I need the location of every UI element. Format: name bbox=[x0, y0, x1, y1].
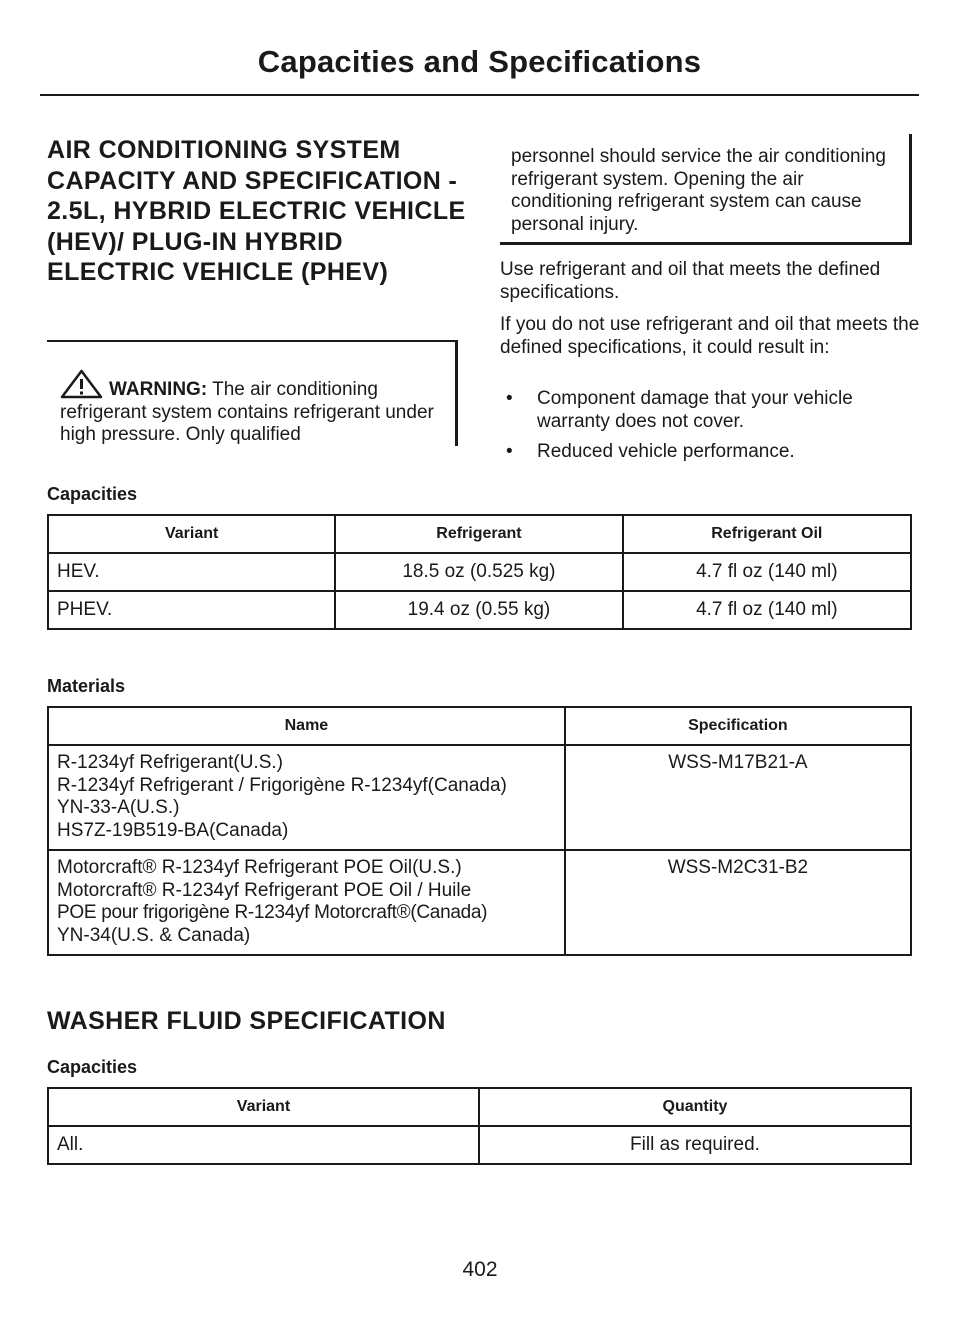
material-name-line: R-1234yf Refrigerant / Frigorigène R-1234yf(Canada) bbox=[57, 774, 507, 796]
material-name-line: POE pour frigorigène R-1234yf Motorcraft®(Canada) bbox=[57, 902, 488, 923]
table-row bbox=[48, 553, 911, 591]
page-header bbox=[40, 40, 919, 96]
material-name-cell bbox=[48, 850, 565, 955]
table-header-row bbox=[48, 515, 911, 553]
list-item bbox=[500, 388, 920, 433]
spec-paragraph: Use refrigerant and oil that meets the defined specifications. bbox=[500, 259, 881, 303]
warning-box-continued bbox=[500, 134, 912, 245]
materials-table bbox=[47, 706, 912, 956]
column-header-name: Name bbox=[48, 707, 565, 745]
table-cell: 19.4 oz (0.55 kg) bbox=[335, 591, 622, 629]
table-cell: Fill as required. bbox=[479, 1126, 911, 1164]
column-header-refrigerant: Refrigerant bbox=[335, 515, 622, 553]
material-name-line: HS7Z-19B519-BA(Canada) bbox=[57, 819, 289, 841]
material-name-line: YN-33-A(U.S.) bbox=[57, 797, 180, 818]
materials-heading: Materials bbox=[47, 676, 126, 696]
washer-capacities-heading: Capacities bbox=[47, 1057, 138, 1077]
material-spec-cell: WSS-M17B21-A bbox=[565, 745, 911, 850]
table-row bbox=[48, 591, 911, 629]
material-name-line: R-1234yf Refrigerant(U.S.) bbox=[57, 752, 283, 773]
ac-capacities-heading: Capacities bbox=[47, 484, 138, 504]
table-header-row bbox=[48, 707, 911, 745]
page-header-title: Capacities and Specifications bbox=[257, 44, 702, 79]
washer-capacities-table bbox=[47, 1087, 912, 1165]
table-header-row bbox=[48, 1088, 911, 1126]
list-item-text: Component damage that your vehicle warranty does not cover. bbox=[537, 388, 853, 432]
page-number: 402 bbox=[462, 1258, 498, 1281]
material-name-line: Motorcraft® R-1234yf Refrigerant POE Oil / Huile bbox=[57, 879, 472, 901]
list-item-text: Reduced vehicle performance. bbox=[537, 441, 795, 462]
table-row bbox=[48, 1126, 911, 1164]
table-cell: 18.5 oz (0.525 kg) bbox=[335, 553, 622, 591]
ac-capacities-table bbox=[47, 514, 912, 630]
table-cell: All. bbox=[48, 1126, 479, 1164]
table-cell: 4.7 fl oz (140 ml) bbox=[623, 553, 911, 591]
material-spec-cell: WSS-M2C31-B2 bbox=[565, 850, 911, 955]
material-name-cell bbox=[48, 745, 565, 850]
material-name-line: YN-34(U.S. & Canada) bbox=[57, 924, 251, 946]
column-header-variant: Variant bbox=[48, 1088, 479, 1126]
table-cell: HEV. bbox=[48, 553, 335, 591]
table-cell: PHEV. bbox=[48, 591, 335, 629]
warning-label: WARNING: bbox=[109, 379, 208, 400]
bullet: • bbox=[506, 441, 513, 462]
list-item bbox=[500, 441, 920, 464]
table-cell: 4.7 fl oz (140 ml) bbox=[623, 591, 911, 629]
warning-text: The air conditioning refrigerant system contains refrigerant under high pressure. Only qualified bbox=[60, 379, 434, 445]
ac-section-heading: AIR CONDITIONING SYSTEM CAPACITY AND SPECIFICATION - 2.5L, HYBRID ELECTRIC VEHICLE (HEV)/ PLUG-IN HYBRID ELECTRIC VEHICLE (PHEV) bbox=[47, 136, 466, 286]
washer-section-heading: WASHER FLUID SPECIFICATION bbox=[47, 1007, 446, 1035]
warning-text-continued: personnel should service the air conditioning refrigerant system. Opening the air conditioning refrigerant system can cause personal injury. bbox=[511, 146, 886, 235]
warning-triangle-icon bbox=[60, 369, 103, 399]
warning-box bbox=[47, 340, 458, 446]
consequence-paragraph: If you do not use refrigerant and oil that meets the defined specifications, it could result in: bbox=[500, 314, 920, 358]
table-row bbox=[48, 745, 911, 850]
material-name-line: Motorcraft® R-1234yf Refrigerant POE Oil(U.S.) bbox=[57, 857, 462, 878]
column-header-specification: Specification bbox=[565, 707, 911, 745]
table-row bbox=[48, 850, 911, 955]
consequence-list bbox=[500, 388, 920, 472]
column-header-variant: Variant bbox=[48, 515, 335, 553]
bullet: • bbox=[506, 388, 513, 409]
column-header-quantity: Quantity bbox=[479, 1088, 911, 1126]
column-header-refrigerant-oil: Refrigerant Oil bbox=[623, 515, 911, 553]
